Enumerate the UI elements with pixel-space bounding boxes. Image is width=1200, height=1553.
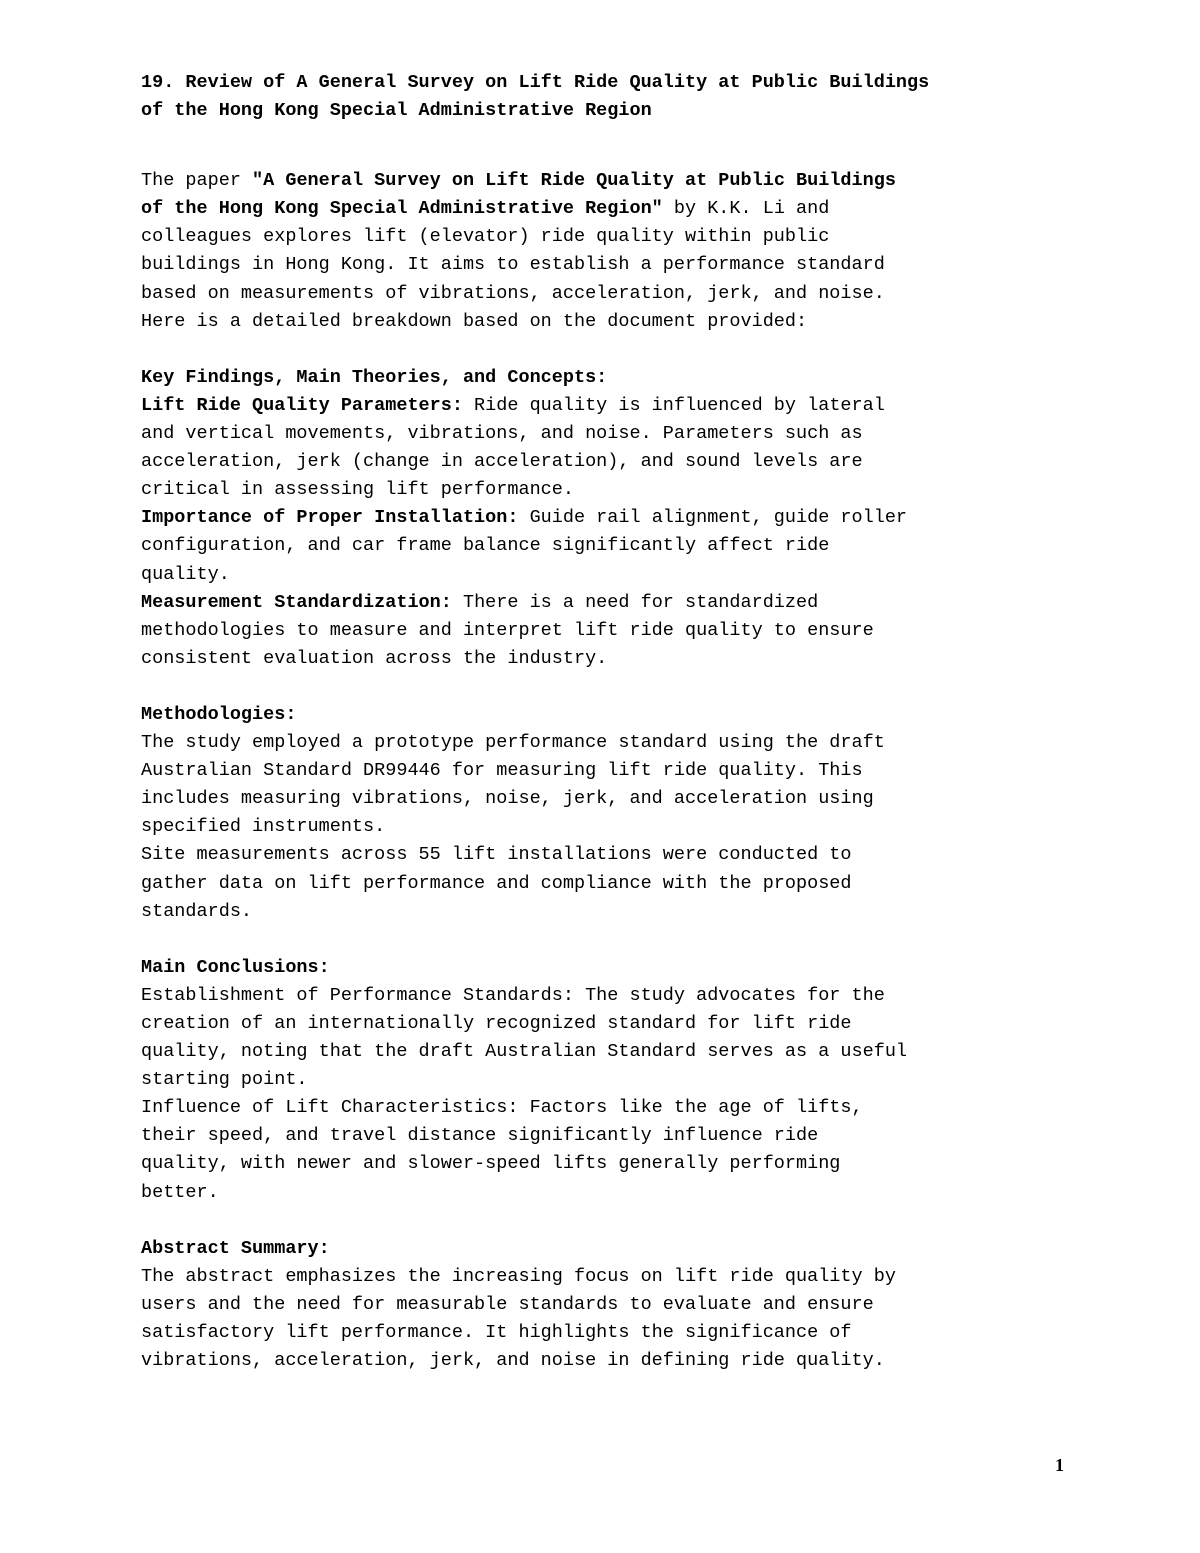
methodologies-heading: Methodologies: xyxy=(141,703,297,725)
key-finding-term: Measurement Standardization: xyxy=(141,591,452,613)
intro-paper-title-line-2: of the Hong Kong Special Administrative Region" xyxy=(141,198,663,220)
key-finding-item xyxy=(141,504,1071,588)
main-conclusions-heading: Main Conclusions: xyxy=(141,956,330,978)
document-page xyxy=(141,69,1071,1375)
main-conclusions-paragraph: Establishment of Performance Standards: The study advocates for the creation of an internationally recognized standard for lift ride quality, noting that the draft Australian Standard serves as a useful starting point. xyxy=(141,984,908,1091)
title-line-2: of the Hong Kong Special Administrative Region xyxy=(141,100,652,122)
key-finding-term: Lift Ride Quality Parameters: xyxy=(141,394,463,416)
page-number: 1 xyxy=(1055,1455,1064,1475)
methodologies-paragraph: Site measurements across 55 lift installations were conducted to gather data on lift performance and compliance with the proposed standards. xyxy=(141,844,852,922)
abstract-summary-heading: Abstract Summary: xyxy=(141,1237,330,1259)
key-finding-text: Ride quality is influenced by lateral and vertical movements, vibrations, and noise. Parameters such as acceleration, jerk (change in acceleration), and sound levels are critical in assessing lift performance. xyxy=(141,394,885,501)
intro-paragraph xyxy=(141,167,1071,336)
key-finding-term: Importance of Proper Installation: xyxy=(141,507,519,529)
key-finding-text: There is a need for standardized methodologies to measure and interpret lift ride quality to ensure consistent evaluation across the industry. xyxy=(141,591,874,669)
intro-prefix: The paper xyxy=(141,170,253,192)
key-finding-item xyxy=(141,392,1071,504)
key-findings-heading: Key Findings, Main Theories, and Concepts: xyxy=(141,366,608,388)
key-finding-item xyxy=(141,589,1071,673)
abstract-summary-paragraph: The abstract emphasizes the increasing focus on lift ride quality by users and the need for measurable standards to evaluate and ensure satisfactory lift performance. It highlights the significance of vibrations, acceleration, jerk, and noise in defining ride quality. xyxy=(141,1265,896,1372)
main-conclusions-paragraph: Influence of Lift Characteristics: Factors like the age of lifts, their speed, and travel distance significantly influence ride quality, with newer and slower-speed lifts generally performing better. xyxy=(141,1097,863,1203)
title-line-1: 19. Review of A General Survey on Lift Ride Quality at Public Buildings xyxy=(141,72,930,93)
intro-suffix: by K.K. Li and colleagues explores lift (elevator) ride quality within public buildings in Hong Kong. It aims to establish a performance standard based on measurements of vibrations, acceleration, jerk, and noise. Here is a detailed breakdown based on the document provided: xyxy=(141,198,885,332)
key-finding-text: Guide rail alignment, guide roller configuration, and car frame balance significantly affect ride quality. xyxy=(141,507,908,585)
intro-paper-title-line-1: "A General Survey on Lift Ride Quality at Public Buildings xyxy=(252,170,896,192)
methodologies-paragraph: The study employed a prototype performance standard using the draft Australian Standard DR99446 for measuring lift ride quality. This includes measuring vibrations, noise, jerk, and acceleration using specified instruments. xyxy=(141,732,885,838)
document-title xyxy=(141,69,1071,125)
